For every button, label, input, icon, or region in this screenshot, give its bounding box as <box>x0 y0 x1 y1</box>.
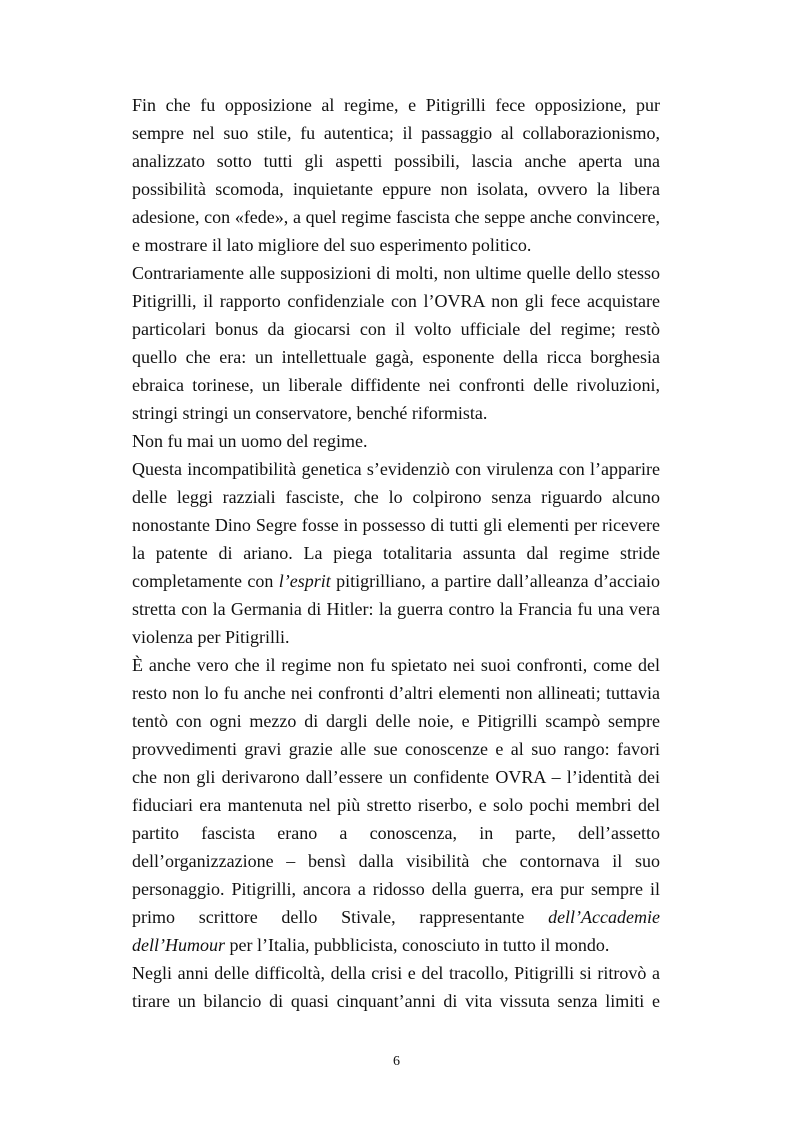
paragraph-6: Negli anni delle difficoltà, della crisi e del tracollo, Pitigrilli si ritrovò a tirare un bilancio di quasi cinquant’anni di vita vissuta senza limiti e <box>132 963 660 1011</box>
paragraph-4 <box>132 455 660 651</box>
paragraph-5-italic: dell’Accademie dell’Humour <box>132 907 660 955</box>
paragraph-5 <box>132 651 660 959</box>
paragraph-5-text-a: È anche vero che il regime non fu spietato nei suoi confronti, come del resto non lo fu anche nei confronti d’altri elementi non allineati; tuttavia tentò con ogni mezzo di dargli delle noie, e Pitigrilli scampò sempre provvedimenti gravi grazie alle sue conoscenze e al suo rango: favori che non gli derivarono dall’essere un confidente OVRA – l’identità dei fiduciari era mantenuta nel più stretto riserbo, e solo pochi membri del partito fascista erano a conoscenza, in parte, dell’assetto dell’organizzazione – bensì dalla visibilità che contornava il suo personaggio. Pitigrilli, ancora a ridosso della guerra, era pur sempre il primo scrittore dello Stivale, rappresentante <box>132 655 660 927</box>
paragraph-4-italic: l’esprit <box>278 571 331 591</box>
paragraph-4-text-b: pitigrilliano, a partire dall’alleanza d’acciaio stretta con la Germania di Hitler: la guerra contro la Francia fu una vera violenza per Pitigrilli. <box>132 571 660 647</box>
paragraph-4-text-a: Questa incompatibilità genetica s’evidenziò con virulenza con l’apparire delle leggi razziali fasciste, che lo colpirono senza riguardo alcuno nonostante Dino Segre fosse in possesso di tutti gli elementi per ricevere la patente di ariano. La piega totalitaria assunta dal regime stride completamente con <box>132 459 660 591</box>
page-number: 6 <box>393 1054 400 1069</box>
paragraph-1: Fin che fu opposizione al regime, e Pitigrilli fece opposizione, pur sempre nel suo stile, fu autentica; il passaggio al collaborazionismo, analizzato sotto tutti gli aspetti possibili, lascia anche aperta una possibilità scomoda, inquietante eppure non isolata, ovvero la libera adesione, con «fede», a quel regime fascista che seppe anche convincere, e mostrare il lato migliore del suo esperimento politico. <box>132 95 660 255</box>
paragraph-2: Contrariamente alle supposizioni di molti, non ultime quelle dello stesso Pitigrilli, il rapporto confidenziale con l’OVRA non gli fece acquistare particolari bonus da giocarsi con il volto ufficiale del regime; restò quello che era: un intellettuale gagà, esponente della ricca borghesia ebraica torinese, un liberale diffidente nei confronti delle rivoluzioni, stringi stringi un conservatore, benché riformista. <box>132 263 660 423</box>
paragraph-3: Non fu mai un uomo del regime. <box>132 431 368 451</box>
body-text <box>132 91 660 1015</box>
paragraph-5-text-b: per l’Italia, pubblicista, conosciuto in tutto il mondo. <box>225 935 610 955</box>
